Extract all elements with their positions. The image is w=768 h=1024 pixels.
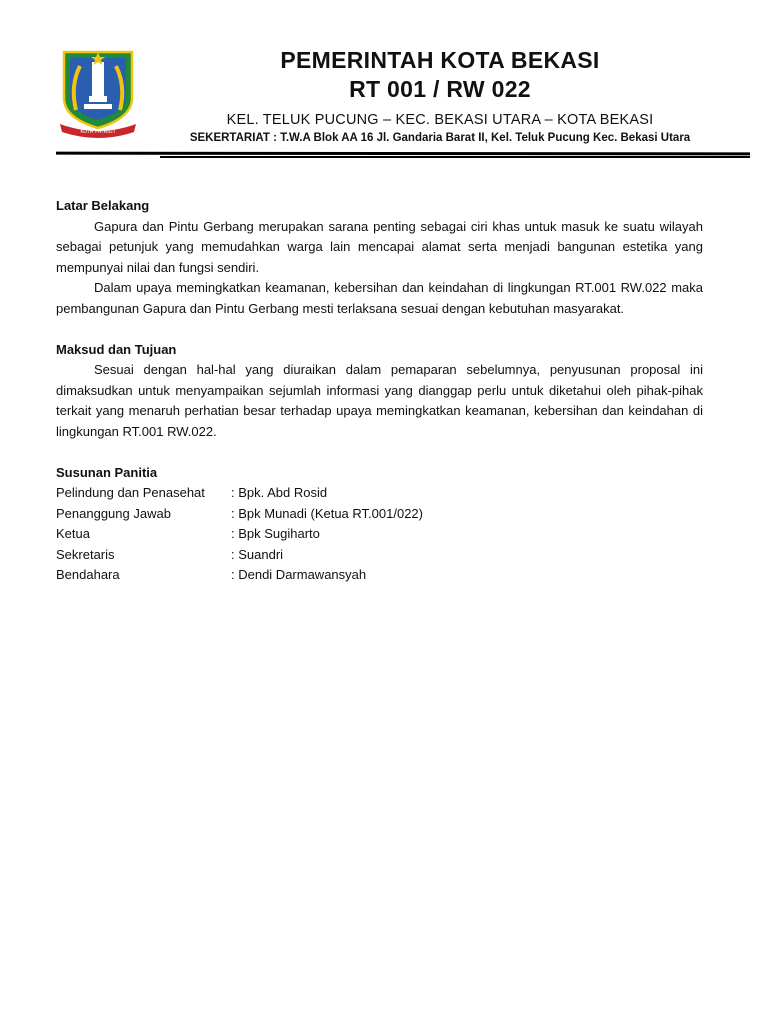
section-title-latar-belakang: Latar Belakang <box>56 198 150 213</box>
letterhead <box>150 46 730 146</box>
section-title-maksud-tujuan: Maksud dan Tujuan <box>56 341 177 357</box>
panitia-name: : Bpk Sugiharto <box>231 526 320 541</box>
paragraph: Sesuai dengan hal-hal yang diuraikan dalam pemaparan sebelumnya, penyusunan proposal ini dimaksudkan untuk menyampaikan sejumlah informasi yang dianggap perlu untuk diketahui oleh pihak-pihak terkait yang menaruh perhatian besar terhadap upaya memingkatkan keamanan, kebersihan dan keindahan di lingkungan RT.001 RW.022. <box>56 362 703 439</box>
letterhead-divider-thin <box>160 156 750 158</box>
sekretariat-line: SEKERTARIAT : T.W.A Blok AA 16 Jl. Gandaria Barat II, Kel. Teluk Pucung Kec. Bekasi Utara <box>189 132 691 144</box>
list-item <box>56 545 703 566</box>
section-title-susunan-panitia: Susunan Panitia <box>56 464 158 480</box>
document-body <box>56 196 703 586</box>
paragraph: Gapura dan Pintu Gerbang merupakan sarana penting sebagai ciri khas untuk masuk ke suatu wilayah sebagai petunjuk yang memudahkan warga lain mencapai alamat serta menjadi bangunan estetika yang mempunyai nilai dan fungsi sendiri. <box>56 218 703 275</box>
list-item <box>56 565 703 586</box>
panitia-name: : Bpk Munadi (Ketua RT.001/022) <box>231 505 423 521</box>
panitia-name: : Dendi Darmawansyah <box>231 567 367 582</box>
government-title: PEMERINTAH KOTA BEKASI <box>280 47 600 73</box>
list-item <box>56 504 703 525</box>
paragraph: Dalam upaya memingkatkan keamanan, kebersihan dan keindahan di lingkungan RT.001 RW.022 maka pembangunan Gapura dan Pintu Gerbang mesti terlaksana sesuai dengan kebutuhan masyarakat. <box>56 280 703 316</box>
list-item <box>56 524 703 545</box>
kelurahan-line: KEL. TELUK PUCUNG – KEC. BEKASI UTARA – KOTA BEKASI <box>226 112 654 128</box>
panitia-role: Pelindung dan Penasehat <box>56 485 205 500</box>
panitia-name: : Suandri <box>231 546 284 562</box>
rt-rw-title: RT 001 / RW 022 <box>349 76 531 102</box>
crest-ribbon-text: KOTA PATRIOT <box>80 129 116 135</box>
panitia-name: : Bpk. Abd Rosid <box>231 485 328 500</box>
letterhead-divider <box>56 152 750 156</box>
panitia-role: Penanggung Jawab <box>56 505 171 521</box>
panitia-role: Bendahara <box>56 567 120 582</box>
kota-bekasi-crest-icon <box>56 46 140 138</box>
panitia-role: Ketua <box>56 526 90 541</box>
panitia-role: Sekretaris <box>56 546 115 562</box>
panitia-list <box>56 483 703 586</box>
list-item <box>56 483 703 504</box>
